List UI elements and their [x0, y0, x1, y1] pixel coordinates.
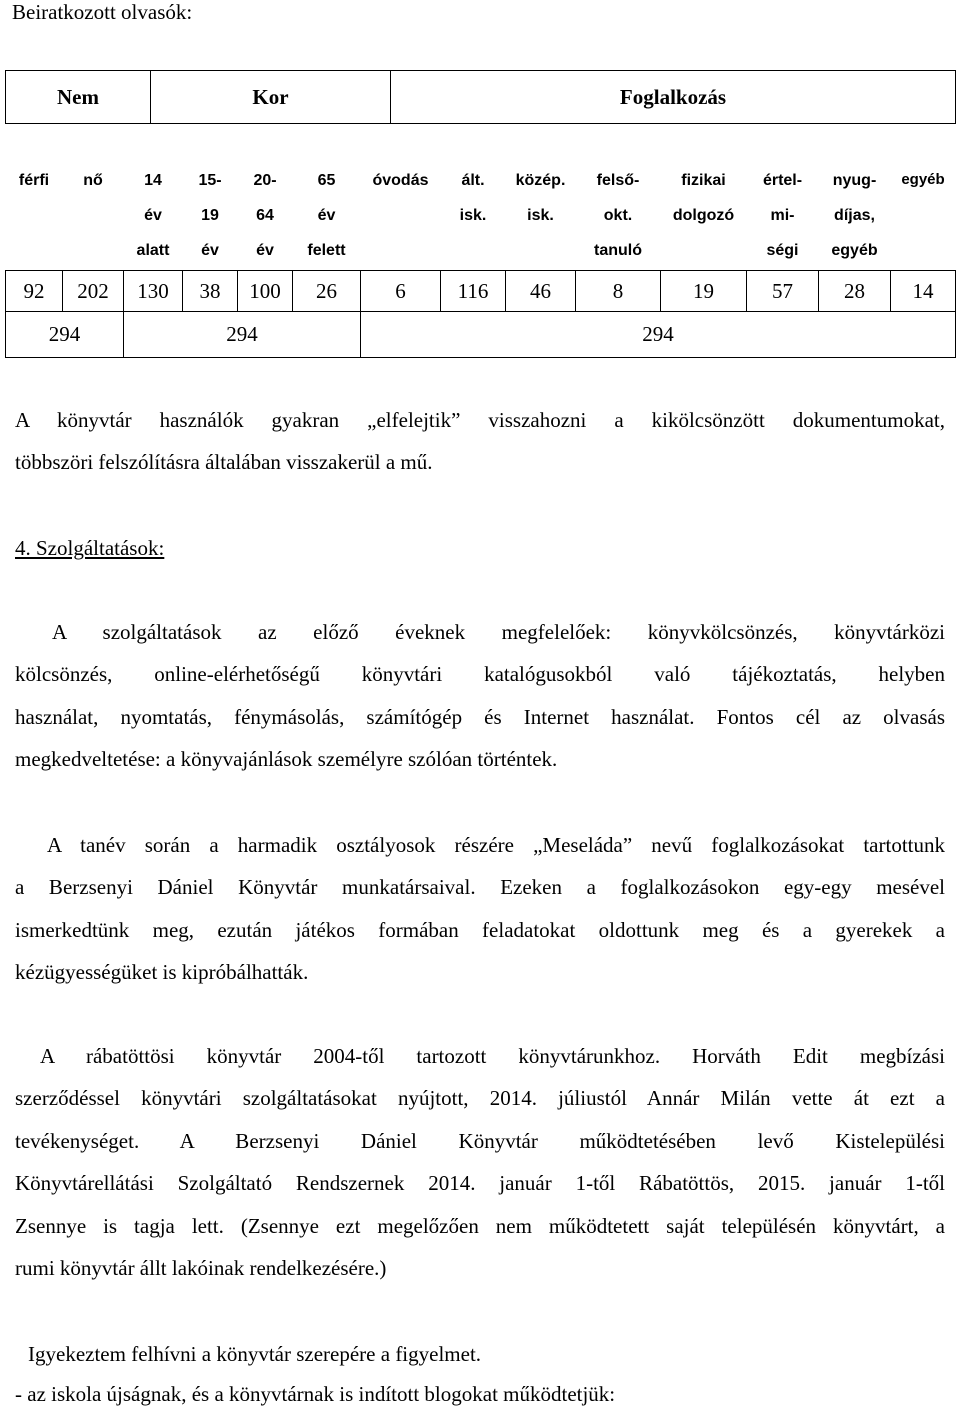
column-label-line: nő [83, 172, 103, 189]
column-label-line: óvodás [372, 172, 429, 189]
column-label-line: év [144, 207, 162, 224]
group-header-row [6, 71, 956, 124]
column-label-line: isk. [527, 207, 554, 224]
column-label-manual-worker [661, 160, 747, 271]
value-cell: 57 [747, 271, 819, 312]
column-label-age-over-65 [293, 160, 361, 271]
value-cell: 26 [293, 271, 361, 312]
column-label-line: 65 [317, 172, 336, 189]
enrolled-readers-title: Beiratkozott olvasók: [12, 0, 193, 24]
total-age: 294 [124, 312, 361, 358]
paragraph-line: használat, nyomtatás, fénymásolás, számítógép és Internet használat. Fontos cél az olvasás [15, 704, 945, 729]
totals-row [6, 312, 956, 358]
value-cell: 46 [506, 271, 576, 312]
paragraph-line: megkedveltetése: a könyvajánlások személyre szólóan történtek. [15, 747, 558, 772]
column-label-line: 15- [198, 172, 222, 189]
value-cell: 130 [124, 271, 183, 312]
paragraph-overdue-documents [15, 399, 945, 484]
column-label-line: nyug- [832, 172, 877, 189]
group-header-sex: Nem [6, 71, 151, 124]
paragraph-line: kézügyességüket is kipróbálhatták. [15, 960, 309, 985]
column-label-higher-education-student [576, 160, 661, 271]
closing-line: Igyekeztem felhívni a könyvtár szerepére a figyelmet. [28, 1342, 482, 1366]
column-label-line: 20- [253, 172, 277, 189]
readers-group-header-table [5, 70, 956, 124]
value-cell: 38 [183, 271, 238, 312]
paragraph-line: A tanév során a harmadik osztályosok részére „Meseláda” nevű foglalkozásokat tartottunk [47, 833, 945, 857]
column-label-white-collar [747, 160, 819, 271]
column-label-line: év [256, 242, 274, 259]
section-heading-services: 4. Szolgáltatások: [15, 536, 165, 560]
paragraph-village-libraries [15, 1035, 945, 1289]
paragraph-line: A rábatöttösi könyvtár 2004-től tartozott könyvtárunkhoz. Horváth Edit megbízási [40, 1044, 945, 1068]
column-label-line: tanuló [594, 242, 642, 259]
value-cell: 8 [576, 271, 661, 312]
column-label-line: 64 [256, 207, 274, 224]
readers-statistics-table [5, 160, 956, 358]
column-label-line: közép. [515, 172, 566, 189]
column-label-line: egyéb [901, 171, 945, 188]
value-cell: 116 [441, 271, 506, 312]
column-label-line: felső- [596, 172, 640, 189]
column-label-female [63, 160, 124, 271]
column-label-line: isk. [459, 207, 487, 224]
column-label-line: díjas, [834, 207, 875, 224]
column-label-line: felett [307, 242, 346, 259]
column-label-line: év [317, 207, 336, 224]
column-label-age-20-64 [238, 160, 293, 271]
paragraph-line: többszöri felszólításra általában visszakerül a mű. [15, 450, 433, 475]
group-header-age: Kor [151, 71, 391, 124]
paragraph-services [15, 611, 945, 781]
column-label-line: év [201, 242, 219, 259]
paragraph-line: ismerkedtünk meg, ezután játékos formában feladatokat oldottunk meg és a gyerekek a [15, 917, 945, 942]
column-label-age-under-14 [124, 160, 183, 271]
column-label-line: ált. [461, 172, 485, 189]
column-label-line: 19 [201, 207, 219, 224]
paragraph-line: kölcsönzés, online-elérhetőségű könyvtári katalógusokból való tájékoztatás, helyben [15, 662, 945, 687]
column-label-kindergartener [361, 160, 441, 271]
paragraph-line: tevékenységet. A Berzsenyi Dániel Könyvtár működtetésében levő Kistelepülési [15, 1128, 945, 1153]
column-label-line: ségi [766, 242, 799, 259]
value-cell: 202 [63, 271, 124, 312]
paragraph-meselada [15, 824, 945, 994]
column-label-male [6, 160, 63, 271]
paragraph-line: a Berzsenyi Dániel Könyvtár munkatársaival. Ezeken a foglalkozásokon egy-egy mesével [15, 875, 945, 900]
value-cell: 19 [661, 271, 747, 312]
value-cell: 14 [891, 271, 956, 312]
paragraph-line: A szolgáltatások az előző éveknek megfelelőek: könyvkölcsönzés, könyvtárközi [52, 620, 945, 644]
value-cell: 28 [819, 271, 891, 312]
value-cell: 92 [6, 271, 63, 312]
column-label-line: alatt [136, 242, 170, 259]
paragraph-line: Könyvtárellátási Szolgáltató Rendszernek 2014. január 1-től Rábatöttös, 2015. január 1-től [15, 1171, 945, 1196]
paragraph-line: Zsennye is tagja lett. (Zsennye ezt megelőzően nem működtetett saját településén könyvtárt, a [15, 1213, 945, 1238]
column-label-secondary-school [506, 160, 576, 271]
value-cell: 100 [238, 271, 293, 312]
paragraph-line: rumi könyvtár állt lakóinak rendelkezésére.) [15, 1256, 387, 1281]
values-row [6, 271, 956, 312]
column-label-line: okt. [603, 207, 633, 224]
column-label-line: férfi [18, 172, 50, 189]
paragraph-line: A könyvtár használók gyakran „elfelejtik” visszahozni a kikölcsönzött dokumentumokat, [15, 408, 945, 432]
column-label-line: értel- [762, 172, 803, 189]
total-occupation: 294 [361, 312, 956, 358]
column-label-line: mi- [770, 207, 795, 224]
column-label-line: dolgozó [672, 207, 735, 224]
total-sex: 294 [6, 312, 124, 358]
column-label-line: egyéb [831, 242, 878, 259]
bullet-line: - az iskola újságnak, és a könyvtárnak is indított blogokat működtetjük: [15, 1382, 616, 1406]
column-labels-row [6, 160, 956, 271]
column-label-line: fizikai [681, 172, 726, 189]
column-label-primary-school [441, 160, 506, 271]
column-label-age-15-19 [183, 160, 238, 271]
column-label-retired-other [819, 160, 891, 271]
paragraph-line: szerződéssel könyvtári szolgáltatásokat nyújtott, 2014. júliustól Annár Milán vette át ezt a [15, 1086, 945, 1111]
column-label-other [891, 160, 956, 271]
column-label-line: 14 [144, 172, 162, 189]
value-cell: 6 [361, 271, 441, 312]
group-header-occupation: Foglalkozás [391, 71, 956, 124]
